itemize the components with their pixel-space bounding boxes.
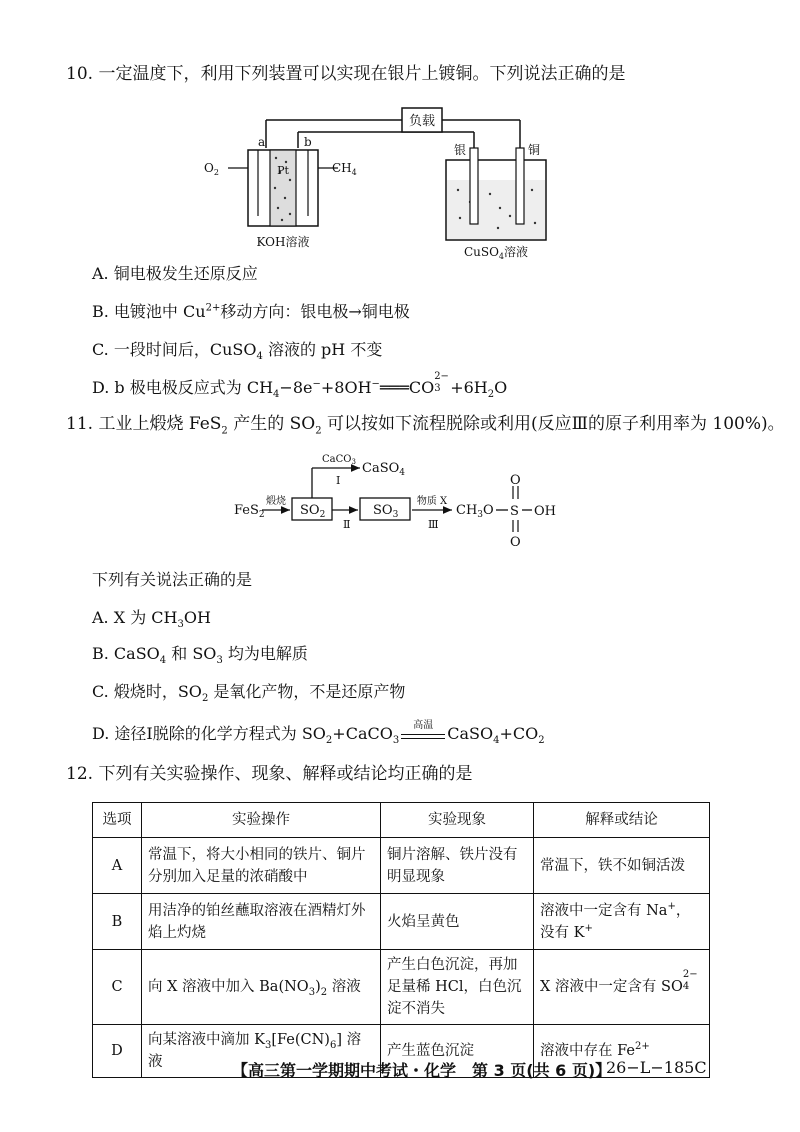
q11-option-d: D. 途径Ⅰ脱除的化学方程式为 $SO_2+CaCO_3$ 高温 $CaSO_4+CO_2$ bbox=[92, 720, 545, 747]
header-operation: 实验操作 bbox=[142, 803, 381, 838]
page-footer-title: 【高三第一学期期中考试・化学 第 3 页(共 6 页)】 bbox=[232, 1061, 612, 1080]
q10-electroplating-diagram bbox=[0, 98, 800, 268]
table-row: A 常温下，将大小相同的铁片、铜片分别加入足量的浓硝酸中 铜片溶解、铁片没有明显现象 常温下，铁不如铜活泼 bbox=[93, 838, 710, 894]
svg-text:CaSO4: CaSO$_4$ bbox=[362, 461, 405, 478]
q11-intro: 下列有关说法正确的是 bbox=[92, 570, 253, 589]
svg-text:物质 X: 物质 X bbox=[416, 496, 448, 507]
svg-text:FeS2: FeS$_2$ bbox=[234, 503, 265, 520]
svg-text:银: 银 bbox=[454, 143, 467, 157]
q11-option-b: B. CaSO$_4$ 和 $SO_3$ 均为电解质 bbox=[92, 644, 308, 667]
svg-text:O2: $O_2$ bbox=[204, 161, 219, 177]
q10-option-d: D. b 极电极反应式为 $CH_4-8e^-+8OH^-═══CO$ 3 2− $+6H_2O$ bbox=[92, 371, 508, 401]
q10-option-a: A. 铜电极发生还原反应 bbox=[92, 264, 258, 283]
svg-text:CH4: $CH_4$ bbox=[332, 161, 357, 177]
svg-text:OH: OH bbox=[534, 504, 556, 519]
table-row: C 向 X 溶液中加入 $Ba(NO_3)_2$ 溶液 产生白色沉淀，再加足量稀 HCl，白色沉淀不消失 X 溶液中一定含有 SO 4 2− bbox=[93, 950, 710, 1025]
experiment-table bbox=[92, 802, 710, 1078]
load-label: 负载 bbox=[408, 114, 436, 129]
header-phenomenon: 实验现象 bbox=[381, 803, 534, 838]
svg-text:CH3O: $CH_3O$ bbox=[456, 503, 494, 520]
table-row: D 向某溶液中滴加 $K_3[Fe(CN)_6]$ 溶液 产生蓝色沉淀 溶液中存在 $Fe^{2+}$ bbox=[93, 1025, 710, 1078]
svg-text:煅烧: 煅烧 bbox=[266, 496, 286, 507]
header-option: 选项 bbox=[93, 803, 142, 838]
svg-text:SO2: $SO_2$ bbox=[300, 503, 326, 520]
table-header-row bbox=[93, 803, 710, 838]
svg-text:O: O bbox=[510, 535, 521, 550]
svg-text:Ⅱ: Ⅱ bbox=[343, 518, 351, 531]
paper-code: 26−L−185C bbox=[606, 1058, 707, 1077]
svg-text:SO3: $SO_3$ bbox=[373, 503, 399, 520]
svg-text:Pt: Pt bbox=[277, 164, 289, 177]
q11-option-c: C. 煅烧时，$SO_2$ 是氧化产物，不是还原产物 bbox=[92, 682, 406, 705]
header-conclusion: 解释或结论 bbox=[534, 803, 710, 838]
svg-text:CaCO3: CaCO$_3$ bbox=[322, 454, 356, 466]
silver-electrode bbox=[470, 148, 478, 224]
q11-option-a: A. X 为 $CH_3OH$ bbox=[92, 608, 211, 631]
svg-text:a: a bbox=[258, 135, 266, 149]
svg-text:b: b bbox=[304, 135, 312, 149]
q12-stem: 12. 下列有关实验操作、现象、解释或结论均正确的是 bbox=[66, 764, 473, 784]
svg-text:O: O bbox=[510, 473, 521, 488]
q10-option-c: C. 一段时间后，CuSO$_4$ 溶液的 pH 不变 bbox=[92, 340, 383, 363]
q10-stem: 10. 一定温度下，利用下列装置可以实现在银片上镀铜。下列说法正确的是 bbox=[66, 64, 626, 84]
cuso4-label: CuSO$_4$溶液 bbox=[463, 245, 529, 261]
table-row: B 用洁净的铂丝蘸取溶液在酒精灯外焰上灼烧 火焰呈黄色 溶液中一定含有 Na+，没有 K+ bbox=[93, 894, 710, 950]
q11-stem: 11. 工业上煅烧 FeS$_2$ 产生的 $SO_2$ 可以按如下流程脱除或利用(反应Ⅲ的原子利用率为 100%)。 bbox=[66, 414, 785, 437]
svg-text:铜: 铜 bbox=[528, 143, 541, 157]
copper-electrode bbox=[516, 148, 524, 224]
q11-flow-diagram bbox=[0, 448, 800, 558]
svg-text:S: S bbox=[510, 504, 519, 519]
koh-label: KOH溶液 bbox=[256, 235, 310, 249]
q10-option-b: B. 电镀池中 $Cu^{2+}$移动方向：银电极→铜电极 bbox=[92, 302, 410, 321]
svg-text:Ⅰ: Ⅰ bbox=[336, 474, 341, 487]
svg-text:Ⅲ: Ⅲ bbox=[428, 518, 439, 531]
